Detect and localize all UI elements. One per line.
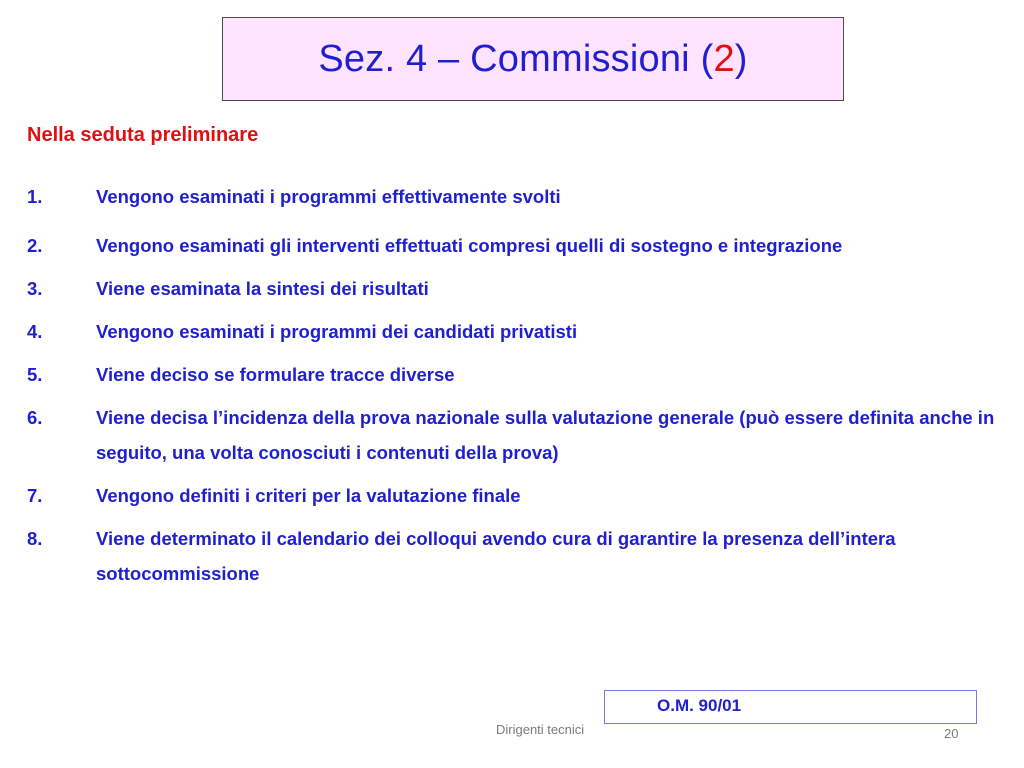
list-item-text: Viene decisa l’incidenza della prova nazionale sulla valutazione generale (può essere definita anche in seguito, una volta conosciuti i contenuti della prova) [96,407,995,463]
page-number: 20 [944,726,959,741]
list-item [27,400,1002,470]
footer-text: Dirigenti tecnici [496,722,585,737]
numbered-list [27,179,1002,591]
list-item-number: 5. [27,364,43,385]
list-item-text: Viene determinato il calendario dei colloqui avendo cura di garantire la presenza dell’intera sottocommissione [96,528,896,584]
reference-box: O.M. 90/01 [604,690,977,724]
list-item-number: 7. [27,485,43,506]
list-item-text: Vengono esaminati i programmi dei candidati privatisti [96,321,578,342]
list-item-text: Vengono definiti i criteri per la valutazione finale [96,485,521,506]
list-item-number: 6. [27,407,43,428]
slide-title-accent: 2 [713,37,735,80]
title-box [222,17,844,101]
list-item [27,521,1002,591]
list-item [27,478,1002,513]
slide-title [318,38,747,81]
section-subtitle: Nella seduta preliminare [27,124,259,146]
list-item-number: 1. [27,186,43,207]
list-item-number: 4. [27,321,43,342]
list-item-text: Viene deciso se formulare tracce diverse [96,364,455,385]
list-item-number: 2. [27,235,43,256]
list-item-text: Vengono esaminati i programmi effettivamente svolti [96,186,561,207]
list-item-number: 3. [27,278,43,299]
slide-title-suffix: ) [734,37,748,80]
list-item-number: 8. [27,528,43,549]
list-item-text: Viene esaminata la sintesi dei risultati [96,278,429,299]
slide-title-prefix: Sez. 4 – Commissioni ( [318,37,714,80]
list-item [27,271,1002,306]
list-item [27,228,1002,263]
list-item [27,357,1002,392]
list-item-text: Vengono esaminati gli interventi effettuati compresi quelli di sostegno e integrazione [96,235,843,256]
list-item [27,314,1002,349]
list-item [27,179,1002,214]
